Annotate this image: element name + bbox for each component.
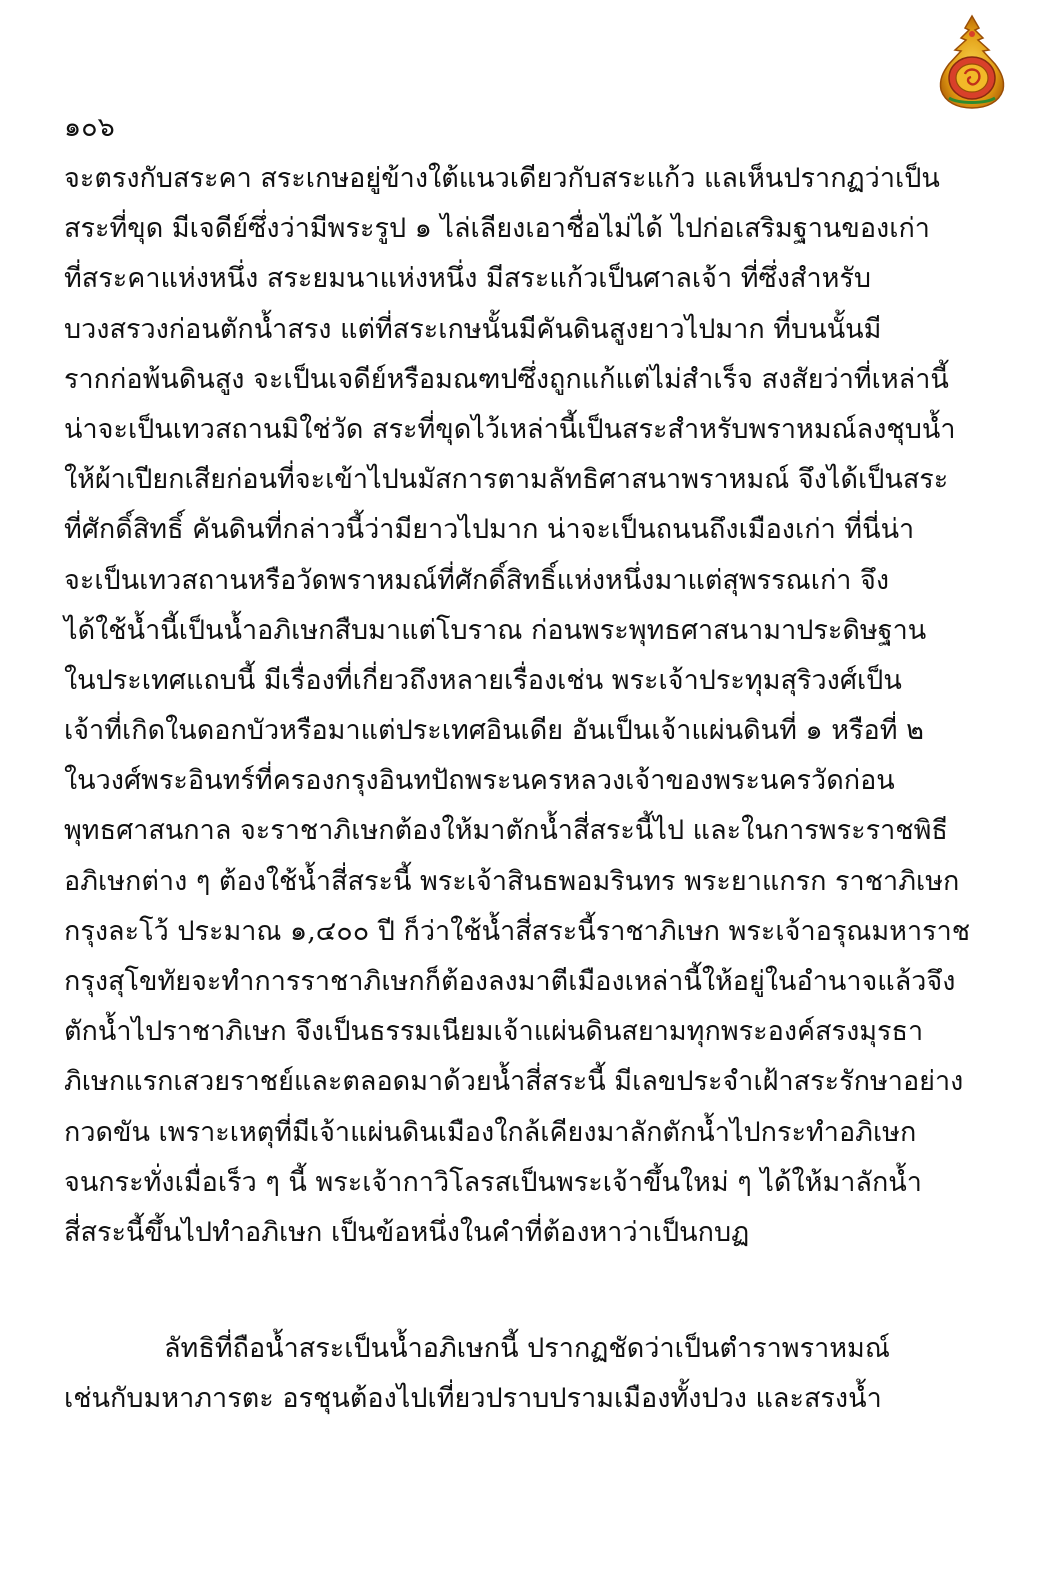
text-line: ในประเทศแถบนี้ มีเรื่องที่เกี่ยวถึงหลายเรื่องเช่น พระเจ้าประทุมสุริวงศ์เป็น: [64, 664, 902, 696]
text-line: พุทธศาสนกาล จะราชาภิเษกต้องให้มาตักน้ำสี่สระนี้ไป และในการพระราชพิธี: [64, 815, 948, 847]
text-line: ตักน้ำไปราชาภิเษก จึงเป็นธรรมเนียมเจ้าแผ่นดินสยามทุกพระองค์สรงมุรธา: [64, 1016, 924, 1048]
text-line: กรุงสุโขทัยจะทำการราชาภิเษกก็ต้องลงมาตีเมืองเหล่านี้ให้อยู่ในอำนาจแล้วจึง: [64, 966, 956, 997]
text-line: กรุงละโว้ ประมาณ ๑,๔๐๐ ปี ก็ว่าใช้น้ำสี่สระนี้ราชาภิเษก พระเจ้าอรุณมหาราช: [64, 915, 971, 947]
text-line: จนกระทั่งเมื่อเร็ว ๆ นี้ พระเจ้ากาวิโลรสเป็นพระเจ้าขึ้นใหม่ ๆ ได้ให้มาลักน้ำ: [64, 1166, 922, 1198]
text-line: รากก่อพ้นดินสูง จะเป็นเจดีย์หรือมณฑปซึ่งถูกแก้แต่ไม่สำเร็จ สงสัยว่าที่เหล่านี้: [64, 363, 949, 395]
text-line: น่าจะเป็นเทวสถานมิใช่วัด สระที่ขุดไว้เหล่านี้เป็นสระสำหรับพราหมณ์ลงชุบน้ำ: [64, 413, 956, 445]
text-line: สี่สระนี้ขึ้นไปทำอภิเษก เป็นข้อหนึ่งในคำที่ต้องหาว่าเป็นกบฏ: [64, 1216, 750, 1248]
page-number: ๑๐๖: [64, 112, 115, 143]
paragraph-gap: [64, 1258, 1010, 1324]
text-line: ที่ศักดิ์สิทธิ์ คันดินที่กล่าวนี้ว่ามียาวไปมาก น่าจะเป็นถนนถึงเมืองเก่า ที่นี่น่า: [64, 514, 915, 546]
text-line: ให้ผ้าเปียกเสียก่อนที่จะเข้าไปนมัสการตามลัทธิศาสนาพราหมณ์ จึงได้เป็นสระ: [64, 464, 949, 496]
text-line: ลัทธิที่ถือน้ำสระเป็นน้ำอภิเษกนี้ ปรากฏชัดว่าเป็นตำราพราหมณ์: [164, 1333, 890, 1365]
text-line: บวงสรวงก่อนตักน้ำสรง แต่ที่สระเกษนั้นมีคันดินสูงยาวไปมาก ที่บนนั้นมี: [64, 313, 882, 345]
text-line: เช่นกับมหาภารตะ อรชุนต้องไปเที่ยวปราบปรามเมืองทั้งปวง และสรงน้ำ: [64, 1383, 882, 1415]
text-line: อภิเษกต่าง ๆ ต้องใช้น้ำสี่สระนี้ พระเจ้าสินธพอมรินทร พระยาแกรก ราชาภิเษก: [64, 865, 960, 897]
text-line: จะเป็นเทวสถานหรือวัดพราหมณ์ที่ศักดิ์สิทธิ์แห่งหนึ่งมาแต่สุพรรณเก่า จึง: [64, 564, 890, 596]
body-text: [64, 154, 1010, 1425]
text-line: กวดขัน เพราะเหตุที่มีเจ้าแผ่นดินเมืองใกล้เคียงมาลักตักน้ำไปกระทำอภิเษก: [64, 1116, 917, 1148]
text-line: ภิเษกแรกเสวยราชย์และตลอดมาด้วยน้ำสี่สระนี้ มีเลขประจำเฝ้าสระรักษาอย่าง: [64, 1066, 964, 1098]
institution-seal-icon: [935, 14, 1009, 110]
text-line: จะตรงกับสระคา สระเกษอยู่ข้างใต้แนวเดียวกับสระแก้ว แลเห็นปรากฏว่าเป็น: [64, 163, 940, 194]
text-line: ในวงศ์พระอินทร์ที่ครองกรุงอินทปัถพระนครหลวงเจ้าของพระนครวัดก่อน: [64, 765, 895, 797]
text-line: เจ้าที่เกิดในดอกบัวหรือมาแต่ประเทศอินเดีย อันเป็นเจ้าแผ่นดินที่ ๑ หรือที่ ๒: [64, 715, 924, 747]
text-line: ได้ใช้น้ำนี้เป็นน้ำอภิเษกสืบมาแต่โบราณ ก่อนพระพุทธศาสนามาประดิษฐาน: [64, 614, 927, 646]
text-line: ที่สระคาแห่งหนึ่ง สระยมนาแห่งหนึ่ง มีสระแก้วเป็นศาลเจ้า ที่ซึ่งสำหรับ: [64, 263, 872, 295]
text-line: สระที่ขุด มีเจดีย์ซึ่งว่ามีพระรูป ๑ ไล่เลียงเอาชื่อไม่ได้ ไปก่อเสริมฐานของเก่า: [64, 213, 930, 245]
